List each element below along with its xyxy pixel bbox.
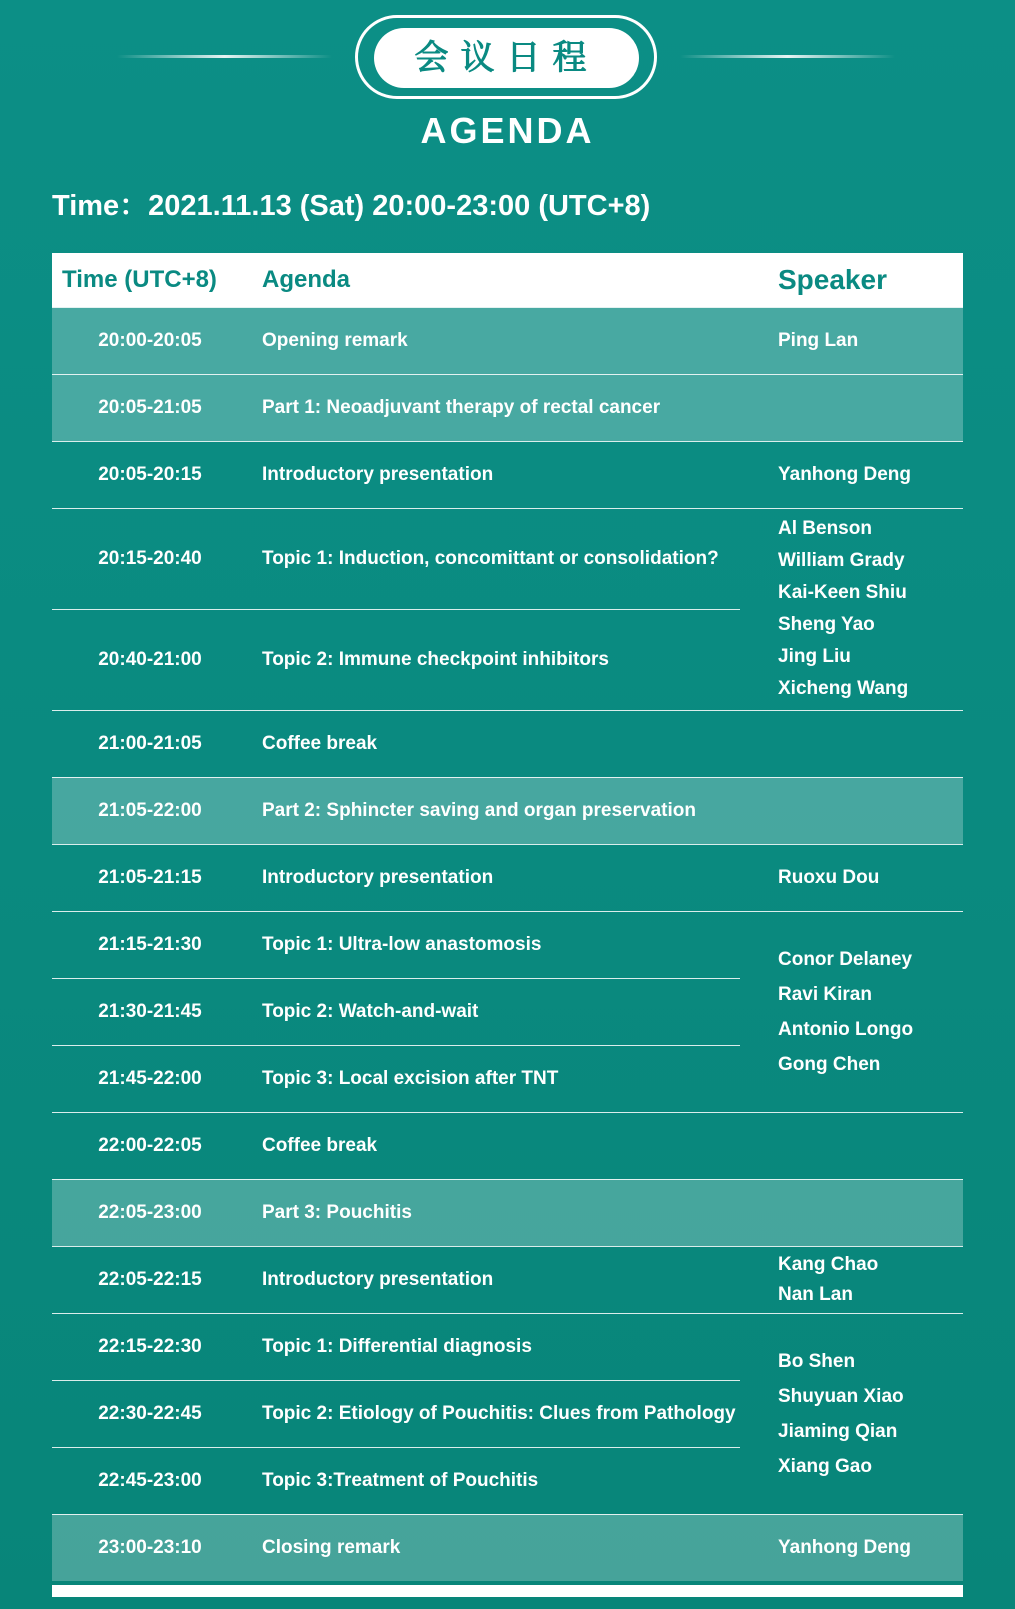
speaker-name: Gong Chen	[778, 1053, 881, 1075]
speaker-name: William Grady	[778, 550, 905, 571]
speaker-cell	[740, 1246, 963, 1313]
column-header-time: Time (UTC+8)	[62, 265, 217, 293]
time-cell: 21:05-22:00	[52, 777, 252, 844]
agenda-cell: Topic 1: Differential diagnosis	[252, 1313, 740, 1380]
agenda-cell: Part 3: Pouchitis	[252, 1179, 740, 1246]
table-bottom-bar	[52, 1585, 963, 1597]
speaker-name: Sheng Yao	[778, 614, 875, 635]
speaker-name: Antonio Longo	[778, 1018, 914, 1040]
speaker-cell	[740, 911, 963, 1112]
speaker-cell	[740, 1112, 963, 1179]
time-cell: 20:00-20:05	[52, 307, 252, 374]
time-cell: 22:05-23:00	[52, 1179, 252, 1246]
speaker-name: Kai-Keen Shiu	[778, 582, 907, 603]
agenda-table	[52, 253, 963, 1581]
speaker-cell	[740, 710, 963, 777]
speaker-cell	[740, 508, 963, 710]
speaker-cell	[740, 374, 963, 441]
time-cell: 20:40-21:00	[52, 609, 252, 710]
agenda-heading: AGENDA	[420, 110, 595, 151]
speaker-name: Jiaming Qian	[778, 1420, 898, 1442]
table-row	[52, 710, 963, 777]
agenda-cell: Topic 3:Treatment of Pouchitis	[252, 1447, 740, 1514]
agenda-cell: Part 2: Sphincter saving and organ preservation	[252, 777, 740, 844]
speaker-name: Xiang Gao	[778, 1455, 872, 1477]
speaker-cell	[740, 441, 963, 508]
time-cell: 22:45-23:00	[52, 1447, 252, 1514]
time-cell: 21:45-22:00	[52, 1045, 252, 1112]
time-cell: 20:05-21:05	[52, 374, 252, 441]
table-row	[52, 307, 963, 374]
table-row	[52, 1313, 963, 1380]
table-row	[52, 1514, 963, 1581]
agenda-cell: Topic 2: Etiology of Pouchitis: Clues from Pathology	[252, 1380, 740, 1447]
time-cell: 21:30-21:45	[52, 978, 252, 1045]
table-row	[52, 441, 963, 508]
agenda-cell: Introductory presentation	[252, 1246, 740, 1313]
agenda-cell: Coffee break	[252, 710, 740, 777]
time-cell: 21:05-21:15	[52, 844, 252, 911]
speaker-name: Nan Lan	[778, 1283, 853, 1305]
agenda-cell: Topic 2: Watch-and-wait	[252, 978, 740, 1045]
time-cell: 22:30-22:45	[52, 1380, 252, 1447]
time-cell: 21:00-21:05	[52, 710, 252, 777]
agenda-cell: Closing remark	[252, 1514, 740, 1581]
speaker-name: Yanhong Deng	[778, 1536, 911, 1558]
speaker-cell	[740, 307, 963, 374]
table-header-row	[52, 253, 963, 307]
table-row	[52, 1112, 963, 1179]
speaker-name: Yanhong Deng	[778, 463, 911, 485]
speaker-name: Shuyuan Xiao	[778, 1385, 904, 1407]
table-row	[52, 1246, 963, 1313]
speaker-name: Ruoxu Dou	[778, 866, 880, 888]
agenda-cell: Coffee break	[252, 1112, 740, 1179]
table-row	[52, 508, 963, 609]
speaker-name: Ravi Kiran	[778, 983, 872, 1005]
speaker-name: Xicheng Wang	[778, 678, 909, 699]
speaker-cell	[740, 1179, 963, 1246]
speaker-name: Ping Lan	[778, 329, 859, 351]
event-time: Time：2021.11.13 (Sat) 20:00-23:00 (UTC+8)	[52, 190, 651, 222]
time-cell: 20:15-20:40	[52, 508, 252, 609]
time-cell: 22:00-22:05	[52, 1112, 252, 1179]
agenda-cell: Part 1: Neoadjuvant therapy of rectal cancer	[252, 374, 740, 441]
speaker-name: Al Benson	[778, 518, 872, 539]
agenda-cell: Topic 3: Local excision after TNT	[252, 1045, 740, 1112]
table-row	[52, 374, 963, 441]
agenda-cell: Opening remark	[252, 307, 740, 374]
time-cell: 20:05-20:15	[52, 441, 252, 508]
agenda-cell: Topic 2: Immune checkpoint inhibitors	[252, 609, 740, 710]
table-row	[52, 777, 963, 844]
decorative-line-right	[680, 55, 895, 58]
table-row	[52, 844, 963, 911]
column-header-speaker: Speaker	[778, 263, 887, 295]
decorative-line-left	[117, 55, 332, 58]
speaker-name: Kang Chao	[778, 1253, 879, 1275]
table-row	[52, 911, 963, 978]
agenda-cell: Topic 1: Induction, concomittant or consolidation?	[252, 508, 740, 609]
speaker-cell	[740, 1514, 963, 1581]
column-header-agenda: Agenda	[262, 265, 351, 293]
speaker-cell	[740, 1313, 963, 1514]
speaker-cell	[740, 777, 963, 844]
agenda-cell: Topic 1: Ultra-low anastomosis	[252, 911, 740, 978]
time-cell: 21:15-21:30	[52, 911, 252, 978]
table-row	[52, 1179, 963, 1246]
title-banner	[0, 0, 1015, 110]
speaker-name: Conor Delaney	[778, 948, 913, 970]
speaker-name: Jing Liu	[778, 646, 851, 667]
time-cell: 22:05-22:15	[52, 1246, 252, 1313]
agenda-cell: Introductory presentation	[252, 441, 740, 508]
speaker-name: Bo Shen	[778, 1350, 856, 1372]
time-cell: 23:00-23:10	[52, 1514, 252, 1581]
time-cell: 22:15-22:30	[52, 1313, 252, 1380]
speaker-cell	[740, 844, 963, 911]
agenda-cell: Introductory presentation	[252, 844, 740, 911]
chinese-title: 会议日程	[374, 28, 639, 88]
